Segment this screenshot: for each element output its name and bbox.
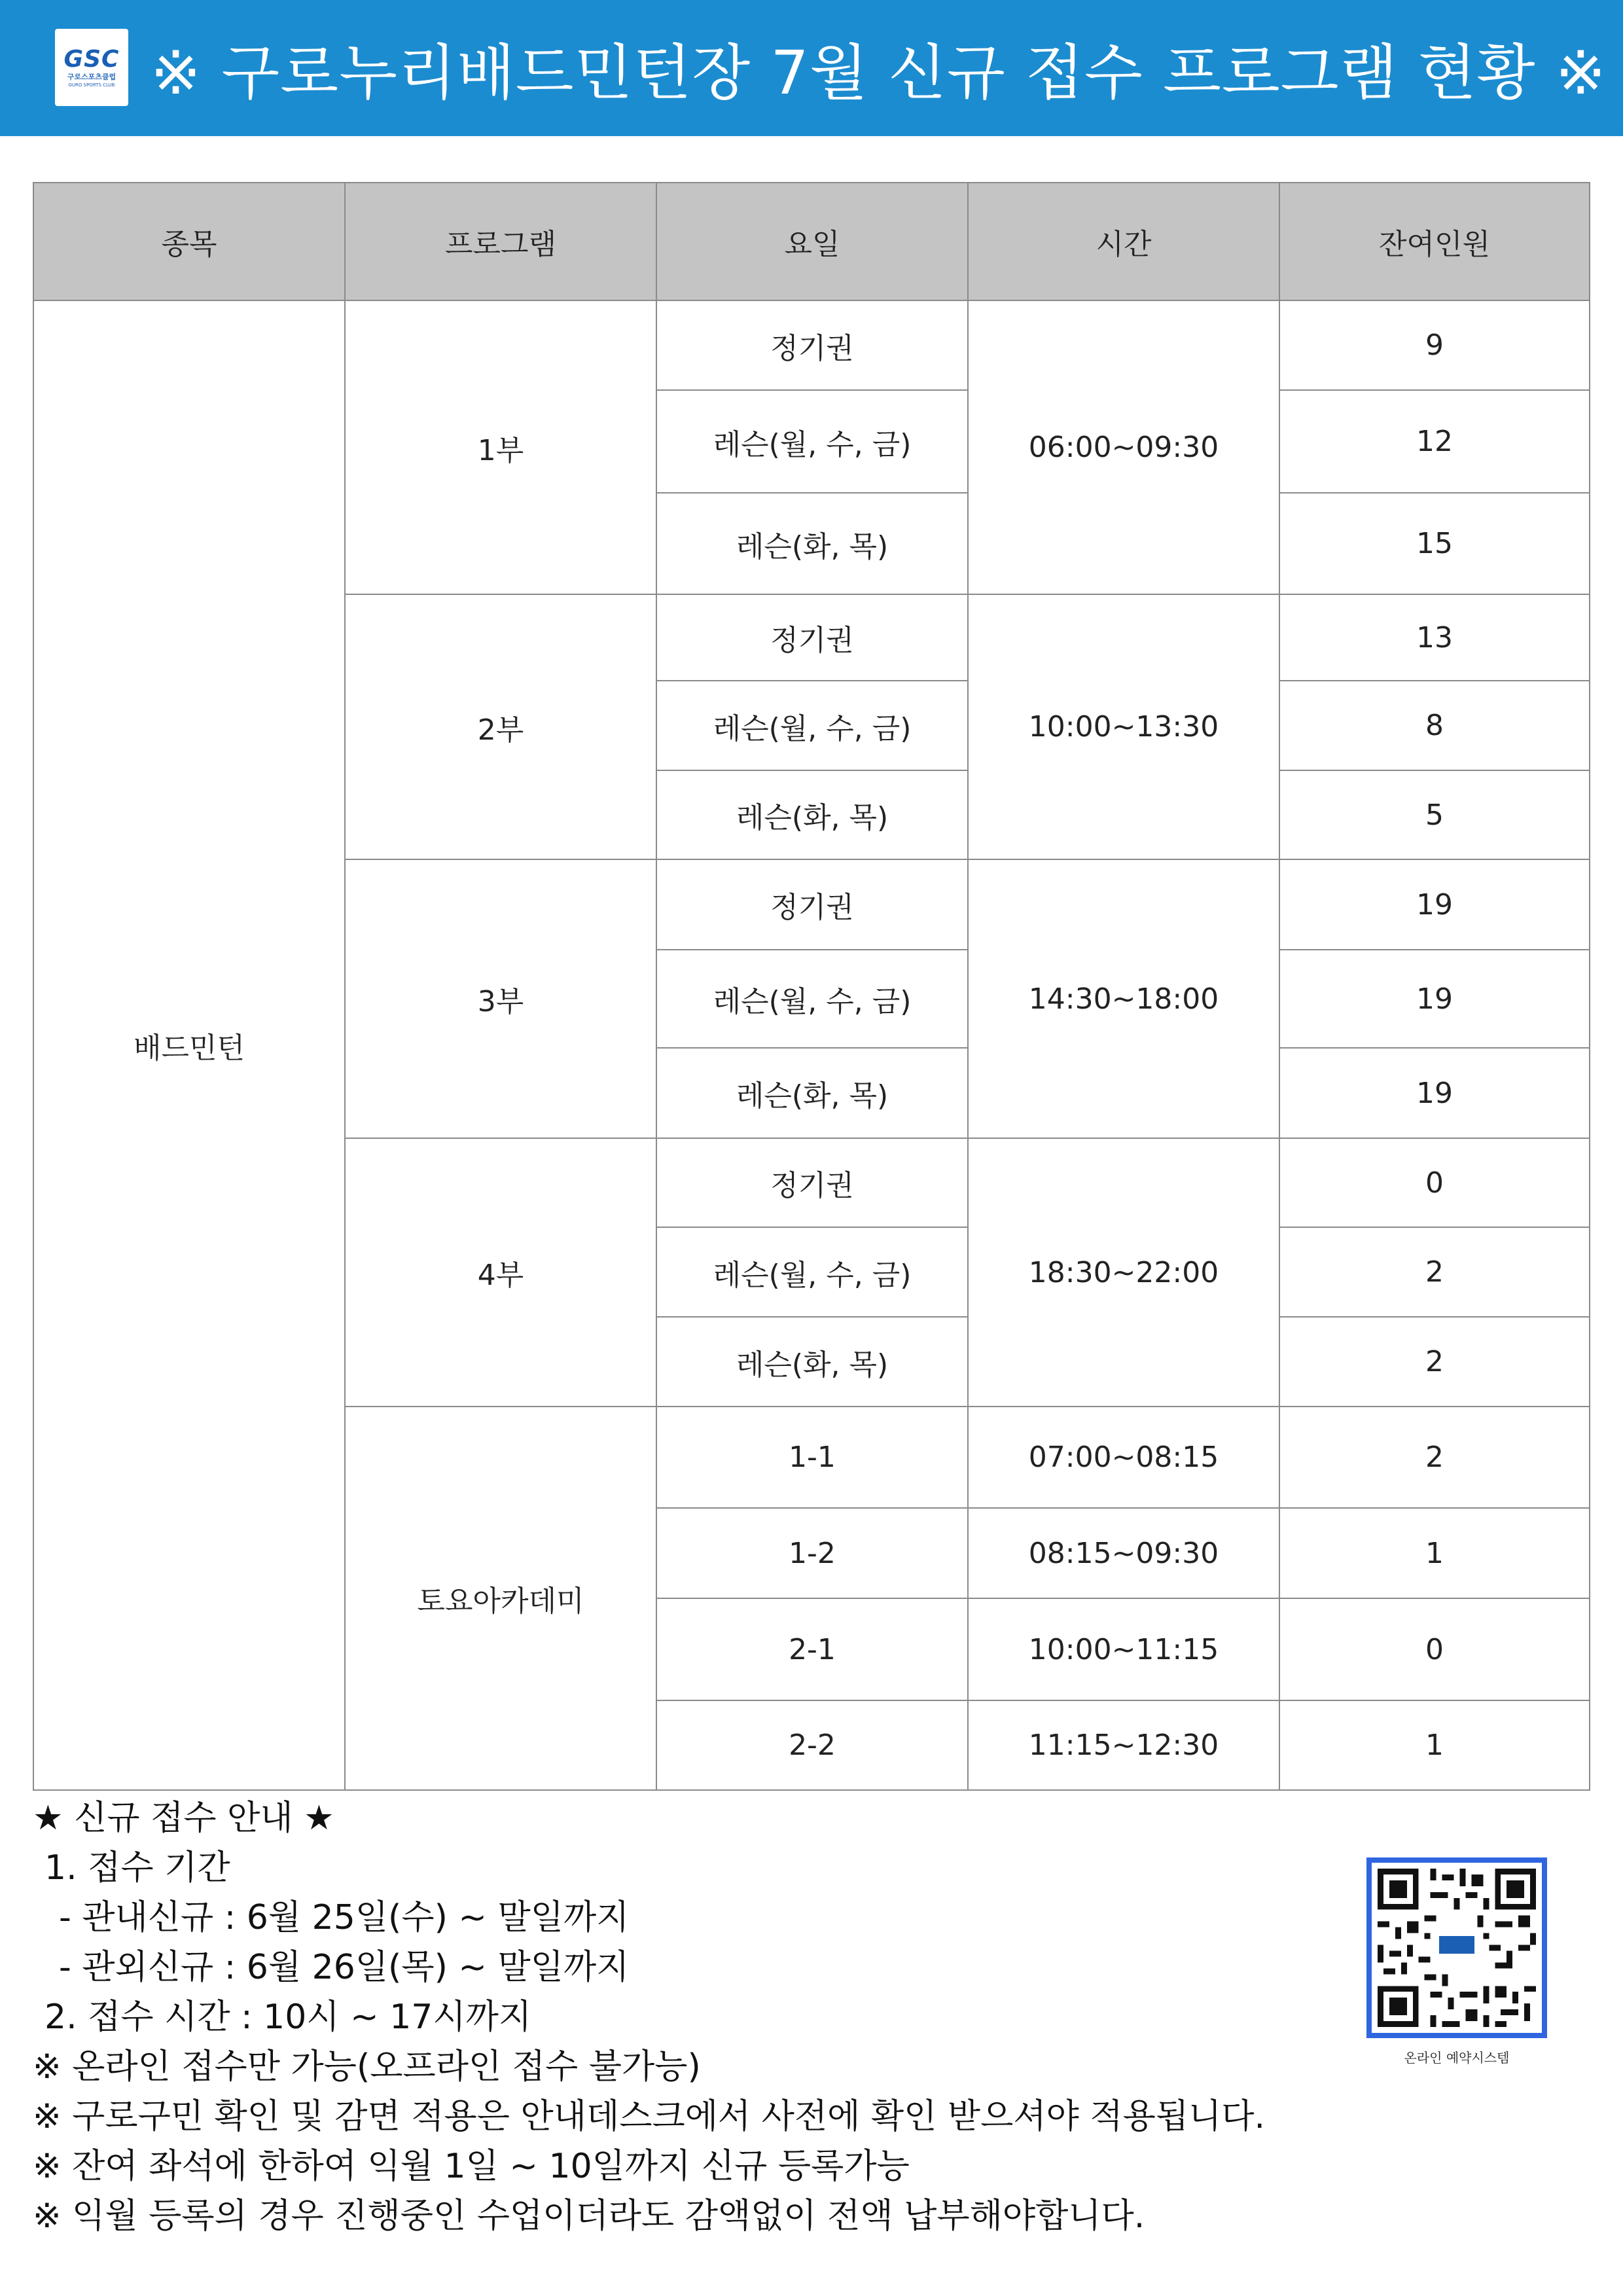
remaining-cell: 2 [1279,1227,1590,1317]
program-cell: 3부 [345,859,656,1138]
remaining-cell: 1 [1279,1700,1590,1790]
sport-cell: 배드민턴 [33,300,345,1790]
table-header-row [33,183,1590,300]
remaining-cell: 2 [1279,1407,1590,1508]
remaining-cell: 5 [1279,770,1590,859]
notes-heading: ★ 신규 접수 안내 ★ [33,1799,334,1838]
time-cell: 11:15~12:30 [968,1700,1279,1790]
day-cell: 정기권 [656,859,968,950]
program-status-table [33,182,1590,1791]
day-cell: 2-1 [656,1598,968,1700]
note-online-only: ※ 온라인 접수만 가능(오프라인 접수 불가능) [33,2047,701,2087]
note-full-payment: ※ 익월 등록의 경우 진행중인 수업이더라도 감액없이 전액 납부해야합니다. [33,2197,1145,2236]
period-title: 1. 접수 기간 [45,1848,230,1888]
time-cell: 14:30~18:00 [968,859,1279,1138]
time-cell: 06:00~09:30 [968,300,1279,594]
remaining-cell: 12 [1279,390,1590,493]
day-cell: 레슨(월, 수, 금) [656,681,968,770]
time-cell: 10:00~11:15 [968,1598,1279,1700]
remaining-cell: 0 [1279,1138,1590,1227]
remaining-cell: 9 [1279,300,1590,390]
table-row [33,300,1590,390]
gsc-logo [55,29,128,106]
note-remaining-seats: ※ 잔여 좌석에 한하여 익월 1일 ~ 10일까지 신규 등록가능 [33,2147,910,2186]
day-cell: 정기권 [656,1138,968,1227]
program-cell: 4부 [345,1138,656,1407]
header-day: 요일 [656,183,968,300]
time-cell: 10:00~13:30 [968,594,1279,859]
qr-caption: 온라인 예약시스템 [1404,2050,1510,2066]
remaining-cell: 19 [1279,859,1590,950]
registration-hours: 2. 접수 시간 : 10시 ~ 17시까지 [45,1998,532,2037]
day-cell: 정기권 [656,594,968,681]
logo-subtext: 구로스포츠클럽 [67,73,116,81]
day-cell: 1-2 [656,1508,968,1598]
remaining-cell: 13 [1279,594,1590,681]
remaining-cell: 8 [1279,681,1590,770]
day-cell: 레슨(월, 수, 금) [656,950,968,1048]
day-cell: 레슨(월, 수, 금) [656,390,968,493]
remaining-cell: 19 [1279,1048,1590,1138]
day-cell: 레슨(월, 수, 금) [656,1227,968,1317]
time-cell: 18:30~22:00 [968,1138,1279,1407]
day-cell: 1-1 [656,1407,968,1508]
remaining-cell: 0 [1279,1598,1590,1700]
page-title: ※ 구로누리배드민턴장 7월 신규 접수 프로그램 현황 ※ [151,38,1607,108]
program-cell: 토요아카데미 [345,1407,656,1790]
period-local: - 관내신규 : 6월 25일(수) ~ 말일까지 [59,1898,630,1937]
day-cell: 레슨(화, 목) [656,1317,968,1407]
remaining-cell: 19 [1279,950,1590,1048]
header-remaining: 잔여인원 [1279,183,1590,300]
remaining-cell: 2 [1279,1317,1590,1407]
period-outside: - 관외신규 : 6월 26일(목) ~ 말일까지 [59,1948,630,1987]
note-discount: ※ 구로구민 확인 및 감면 적용은 안내데스크에서 사전에 확인 받으셔야 적용됩니다. [33,2097,1266,2136]
header-sport: 종목 [33,183,345,300]
registration-notes [33,1793,1342,2241]
qr-code[interactable] [1366,1857,1547,2038]
day-cell: 레슨(화, 목) [656,1048,968,1138]
day-cell: 레슨(화, 목) [656,493,968,594]
header-time: 시간 [968,183,1279,300]
day-cell: 레슨(화, 목) [656,770,968,859]
remaining-cell: 1 [1279,1508,1590,1598]
logo-text: GSC [63,46,120,73]
logo-small-text: GURO SPORTS CLUB [68,82,115,88]
header-program: 프로그램 [345,183,656,300]
qr-code-image [1372,1863,1542,2033]
day-cell: 2-2 [656,1700,968,1790]
header-banner [0,0,1623,136]
program-cell: 2부 [345,594,656,859]
day-cell: 정기권 [656,300,968,390]
remaining-cell: 15 [1279,493,1590,594]
program-cell: 1부 [345,300,656,594]
time-cell: 08:15~09:30 [968,1508,1279,1598]
time-cell: 07:00~08:15 [968,1407,1279,1508]
